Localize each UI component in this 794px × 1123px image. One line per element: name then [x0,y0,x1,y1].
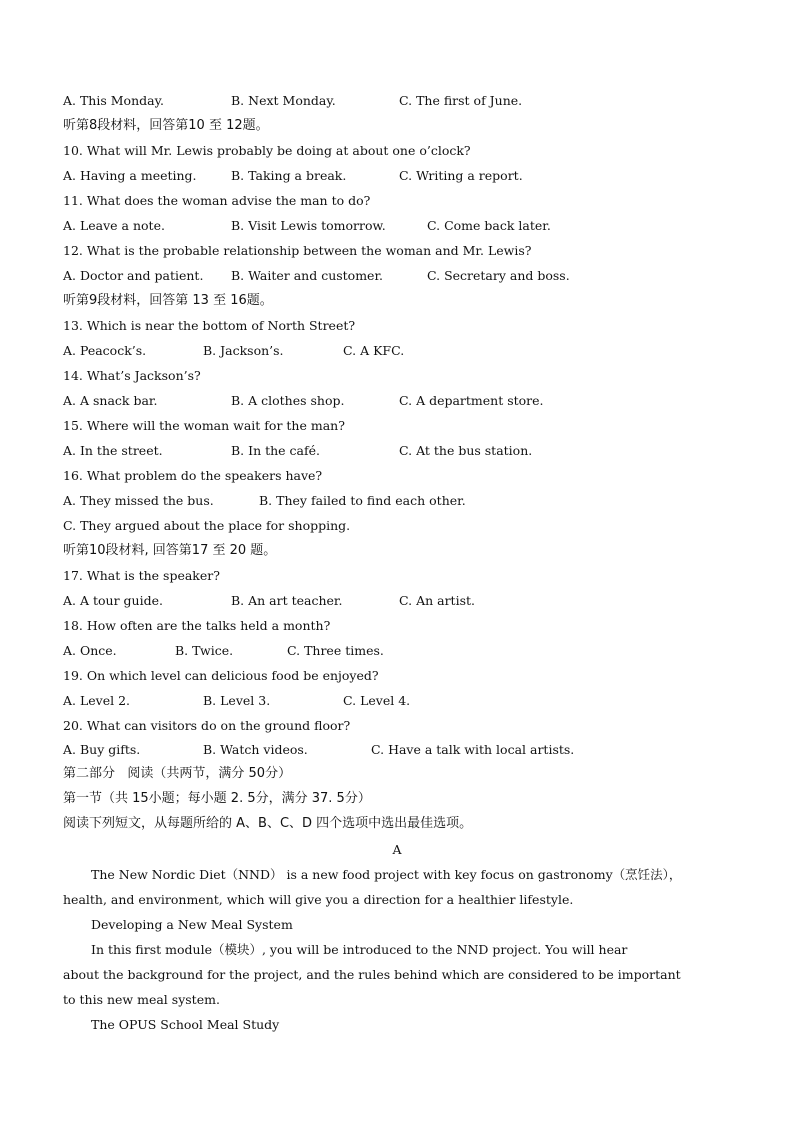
paragraph-1-line-1: The New Nordic Diet（NND） is a new food project with key focus on gastronomy（烹饪法）， [91,867,682,882]
q10-option-a: A. Having a meeting. [63,168,197,183]
option-a: A. This Monday. [63,93,164,108]
q14-option-b: B. A clothes shop. [231,393,345,408]
section-heading-10: 听第10段材料, 回答第17 至 20 题。 [63,543,277,558]
part-two-heading: 第二部分 阅读（共两节，满分 50分） [63,766,292,781]
question-11: 11. What does the woman advise the man to do? [63,193,371,208]
paragraph-2-line-1: In this first module（模块）, you will be introduced to the NND project. You will hear [91,942,628,957]
q18-option-b: B. Twice. [175,643,234,658]
q18-option-a: A. Once. [63,643,117,658]
q19-option-a: A. Level 2. [63,693,131,708]
question-12: 12. What is the probable relationship between the woman and Mr. Lewis? [63,243,532,258]
instructions: 阅读下列短文，从每题所给的 A、B、C、D 四个选项中选出最佳选项。 [63,816,473,831]
q11-option-a: A. Leave a note. [63,218,165,233]
q19-option-c: C. Level 4. [343,693,411,708]
question-17: 17. What is the speaker? [63,568,220,583]
q12-option-c: C. Secretary and boss. [427,268,570,283]
q19-option-b: B. Level 3. [203,693,271,708]
q11-option-c: C. Come back later. [427,218,551,233]
q20-option-a: A. Buy gifts. [63,742,141,757]
q10-option-c: C. Writing a report. [399,168,523,183]
question-15: 15. Where will the woman wait for the man? [63,418,345,433]
question-19: 19. On which level can delicious food be enjoyed? [63,668,379,683]
q16-option-b: B. They failed to find each other. [259,493,466,508]
q11-option-b: B. Visit Lewis tomorrow. [231,218,386,233]
passage-label: A [392,842,402,857]
q17-option-b: B. An art teacher. [231,593,343,608]
q12-option-b: B. Waiter and customer. [231,268,384,283]
q13-option-b: B. Jackson’s. [203,343,284,358]
paragraph-2-line-3: to this new meal system. [63,992,220,1007]
paragraph-1-line-2: health, and environment, which will give you a direction for a healthier lifestyle. [63,892,574,907]
q18-option-c: C. Three times. [287,643,384,658]
question-14: 14. What’s Jackson’s? [63,368,201,383]
question-18: 18. How often are the talks held a month? [63,618,331,633]
q14-option-c: C. A department store. [399,393,544,408]
q10-option-b: B. Taking a break. [231,168,347,183]
option-b: B. Next Monday. [231,93,336,108]
section-heading-8: 听第8段材料，回答第10 至 12题。 [63,118,269,133]
q15-option-a: A. In the street. [63,443,163,458]
q14-option-a: A. A snack bar. [63,393,158,408]
question-16: 16. What problem do the speakers have? [63,468,323,483]
option-c: C. The first of June. [399,93,523,108]
question-20: 20. What can visitors do on the ground floor? [63,718,351,733]
question-13: 13. Which is near the bottom of North Street? [63,318,356,333]
question-10: 10. What will Mr. Lewis probably be doing at about one o’clock? [63,143,471,158]
subheading-opus-study: The OPUS School Meal Study [91,1017,280,1032]
q17-option-c: C. An artist. [399,593,475,608]
q13-option-c: C. A KFC. [343,343,405,358]
section-heading-9: 听第9段材料，回答第 13 至 16题。 [63,293,273,308]
q16-option-a: A. They missed the bus. [63,493,214,508]
q12-option-a: A. Doctor and patient. [63,268,204,283]
q20-option-c: C. Have a talk with local artists. [371,742,575,757]
q17-option-a: A. A tour guide. [63,593,163,608]
section-one-heading: 第一节（共 15小题；每小题 2. 5分，满分 37. 5分） [63,791,371,806]
subheading-meal-system: Developing a New Meal System [91,917,293,932]
q15-option-c: C. At the bus station. [399,443,533,458]
q13-option-a: A. Peacock’s. [63,343,147,358]
q20-option-b: B. Watch videos. [203,742,308,757]
q15-option-b: B. In the café. [231,443,320,458]
paragraph-2-line-2: about the background for the project, and the rules behind which are considered to be important [63,967,681,982]
q16-option-c: C. They argued about the place for shopping. [63,518,351,533]
